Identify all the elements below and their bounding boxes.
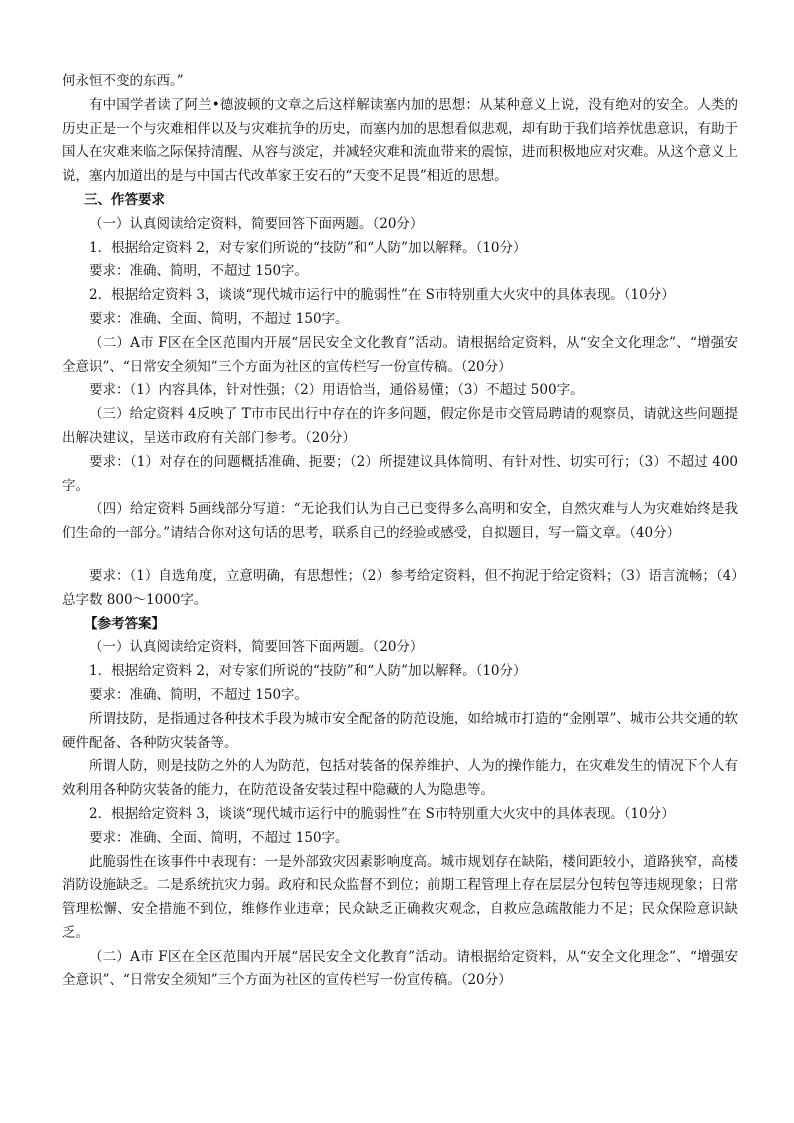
- answer-1-2-question: 2．根据给定资料 3，谈谈“现代城市运行中的脆弱性”在 S市特别重大火灾中的具体表现。（10分）: [89, 805, 675, 822]
- answer-vulnerability: 此脆弱性在该事件中表现有：一是外部致灾因素影响度高。城市规划存在缺陷，楼间距较小，道路狭窄，高楼消防设施缺乏。二是系统抗灾力弱。政府和民众监督不到位；前期工程管理上存在层层分包转包等违规现象；日常管理松懈、安全措施不到位，维修作业违章；民众缺乏正确救灾观念，自救应急疏散能力不足；民众保险意识缺乏。: [62, 853, 738, 941]
- paragraph-scholar-interpretation: 有中国学者读了阿兰•德波顿的文章之后这样解读塞内加的思想：从某种意义上说，没有绝对的安全。人类的历史正是一个与灾难相伴以及与灾难抗争的历史，而塞内加的思想看似悲观，却有助于我们培养忧患意识，有助于国人在灾难来临之际保持清醒、从容与淡定，并减轻灾难和流血带来的震惊，进而积极地应对灾难。从这个意义上说，塞内加道出的是与中国古代改革家王安石的“天变不足畏”相近的思想。: [62, 96, 738, 185]
- question-1-2-requirement: 要求：准确、全面、简明，不超过 150字。: [89, 310, 349, 327]
- question-1-2: 2．根据给定资料 3，谈谈“现代城市运行中的脆弱性”在 S市特别重大火灾中的具体表现。（10分）: [89, 287, 675, 304]
- question-3-requirement: 要求：（1）对存在的问题概括准确、扼要；（2）所提建议具体简明、有针对性、切实可行；（3）不超过 400字。: [62, 453, 738, 494]
- question-1-1: 1．根据给定资料 2，对专家们所说的“技防”和“人防”加以解释。（10分）: [89, 239, 527, 256]
- question-2: （二）A市 F区在全区范围内开展“居民安全文化教育”活动。请根据给定资料，从“安全文化理念”、“增强安全意识”、“日常安全须知”三个方面为社区的宣传栏写一份宣传稿。（20分）: [62, 334, 738, 375]
- answer-2-question: （二）A市 F区在全区范围内开展“居民安全文化教育”活动。请根据给定资料，从“安全文化理念”、“增强安全意识”、“日常安全须知”三个方面为社区的宣传栏写一份宣传稿。（20分）: [62, 948, 738, 989]
- paragraph-quote-end: 何永恒不变的东西。”: [62, 73, 184, 89]
- document-page: [62, 70, 738, 993]
- question-4-requirement: 要求：（1）自选角度，立意明确，有思想性；（2）参考给定资料，但不拘泥于给定资料；（3）语言流畅；（4）总字数 800～1000字。: [62, 567, 738, 608]
- answer-1-heading: （一）认真阅读给定资料，简要回答下面两题。（20分）: [89, 639, 424, 656]
- answer-1-1-requirement: 要求：准确、简明，不超过 150字。: [89, 686, 309, 703]
- section-title-requirements: 三、作答要求: [84, 191, 165, 208]
- answer-1-2-requirement: 要求：准确、全面、简明，不超过 150字。: [89, 829, 349, 846]
- question-1-heading: （一）认真阅读给定资料，简要回答下面两题。（20分）: [89, 215, 424, 232]
- question-3: （三）给定资料 4反映了 T市市民出行中存在的许多问题，假定你是市交管局聘请的观察员，请就这些问题提出解决建议，呈送市政府有关部门参考。（20分）: [62, 406, 738, 446]
- question-1-1-requirement: 要求：准确、简明，不超过 150字。: [89, 263, 309, 280]
- answer-human-defense: 所谓人防，则是技防之外的人为防范，包括对装备的保养维护、人为的操作能力，在灾难发生的情况下个人有效利用各种防灾装备的能力，在防范设备安装过程中隐藏的人为隐患等。: [62, 758, 738, 799]
- question-2-requirement: 要求：（1）内容具体，针对性强；（2）用语恰当，通俗易懂；（3）不超过 500字。: [89, 382, 584, 399]
- question-4: （四）给定资料 5画线部分写道：“无论我们认为自己已变得多么高明和安全，自然灾难与人为灾难始终是我们生命的一部分。”请结合你对这句话的思考，联系自己的经验或感受，自拟题目，写一篇文章。（40分）: [62, 501, 738, 542]
- answer-technical-defense: 所谓技防，是指通过各种技术手段为城市安全配备的防范设施，如给城市打造的“金刚罩”、城市公共交通的软硬件配备、各种防灾装备等。: [62, 710, 738, 751]
- answer-1-1-question: 1．根据给定资料 2，对专家们所说的“技防”和“人防”加以解释。（10分）: [89, 663, 527, 680]
- reference-answer-heading: 【参考答案】: [84, 615, 165, 632]
